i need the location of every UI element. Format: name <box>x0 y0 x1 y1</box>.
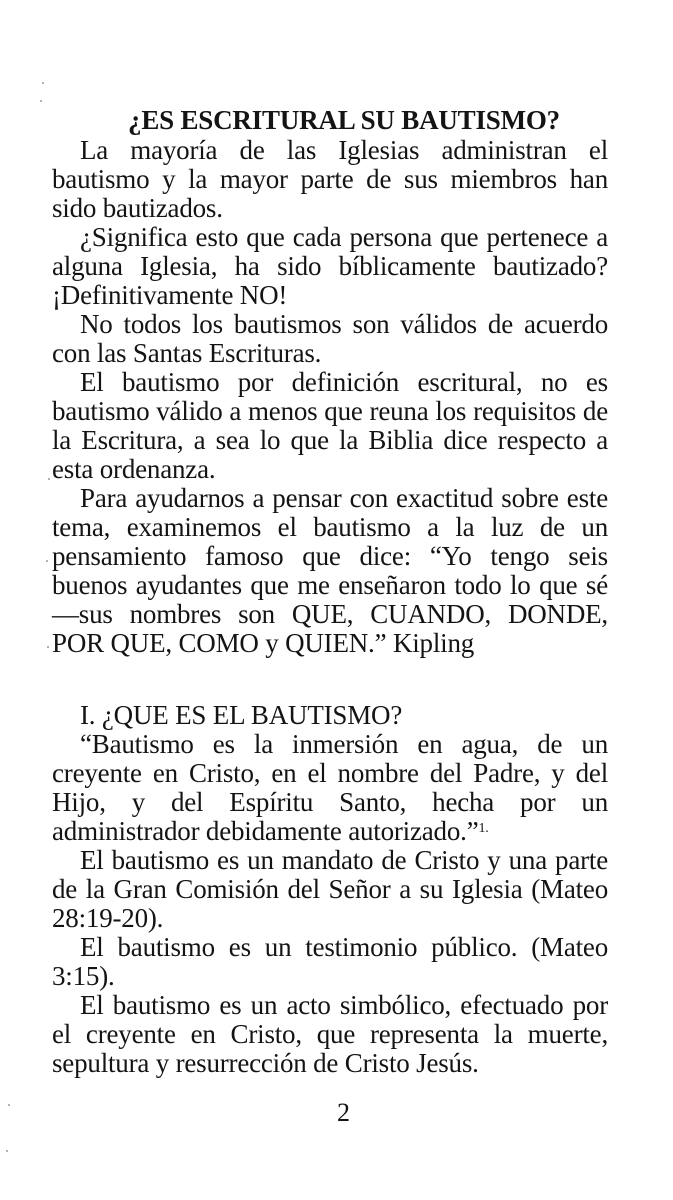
mandate-paragraph: El bautismo es un mandato de Cristo y una parte de la Gran Comisión del Señor a su Iglesia (Mateo 28:19-20). <box>52 845 608 933</box>
document-page <box>52 104 608 1078</box>
page-number: 2 <box>337 1098 350 1127</box>
scan-speck <box>40 100 42 102</box>
testimony-paragraph: El bautismo es un testimonio público. (Mateo 3:15). <box>52 932 608 991</box>
footnote-mark: 1. <box>478 821 489 836</box>
paragraph-3: No todos los bautismos son válidos de acuerdo con las Santas Escrituras. <box>52 309 608 368</box>
symbolic-paragraph: El bautismo es un acto simbólico, efectuado por el creyente en Cristo, que representa la muerte, sepultura y resurrección de Cristo Jesús. <box>52 990 608 1078</box>
scan-speck <box>47 646 49 648</box>
paragraph-1: La mayoría de las Iglesias administran el bautismo y la mayor parte de sus miembros han sido bautizados. <box>52 135 608 223</box>
scan-speck <box>42 82 44 84</box>
definition-paragraph <box>52 730 608 846</box>
scan-speck <box>8 1104 10 1106</box>
definition-text: “Bautismo es la inmersión en agua, de un creyente en Cristo, en el nombre del Padre, y del Hijo, y del Espíritu Santo, hecha por un administrador debidamente autorizado.” <box>52 729 608 846</box>
paragraph-5: Para ayudarnos a pensar con exactitud sobre este tema, examinemos el bautismo a la luz de un pensamiento famoso que dice: “Yo tengo seis buenos ayudantes que me enseñaron todo lo que sé—sus nombres son QUE, CUANDO, DONDE, POR QUE, COMO y QUIEN.” Kipling <box>52 483 608 658</box>
section-heading: I. ¿QUE ES EL BAUTISMO? <box>80 700 403 730</box>
scan-speck <box>46 560 48 562</box>
scan-speck <box>48 478 50 480</box>
document-title: ¿ES ESCRITURAL SU BAUTISMO? <box>128 105 560 135</box>
scan-speck <box>6 1150 8 1152</box>
paragraph-4: El bautismo por definición escritural, no es bautismo válido a menos que reuna los requisitos de la Escritura, a sea lo que la Biblia dice respecto a esta ordenanza. <box>52 367 608 484</box>
paragraph-2: ¿Significa esto que cada persona que pertenece a alguna Iglesia, ha sido bíblicamente bautizado? ¡Definitivamente NO! <box>52 222 608 310</box>
